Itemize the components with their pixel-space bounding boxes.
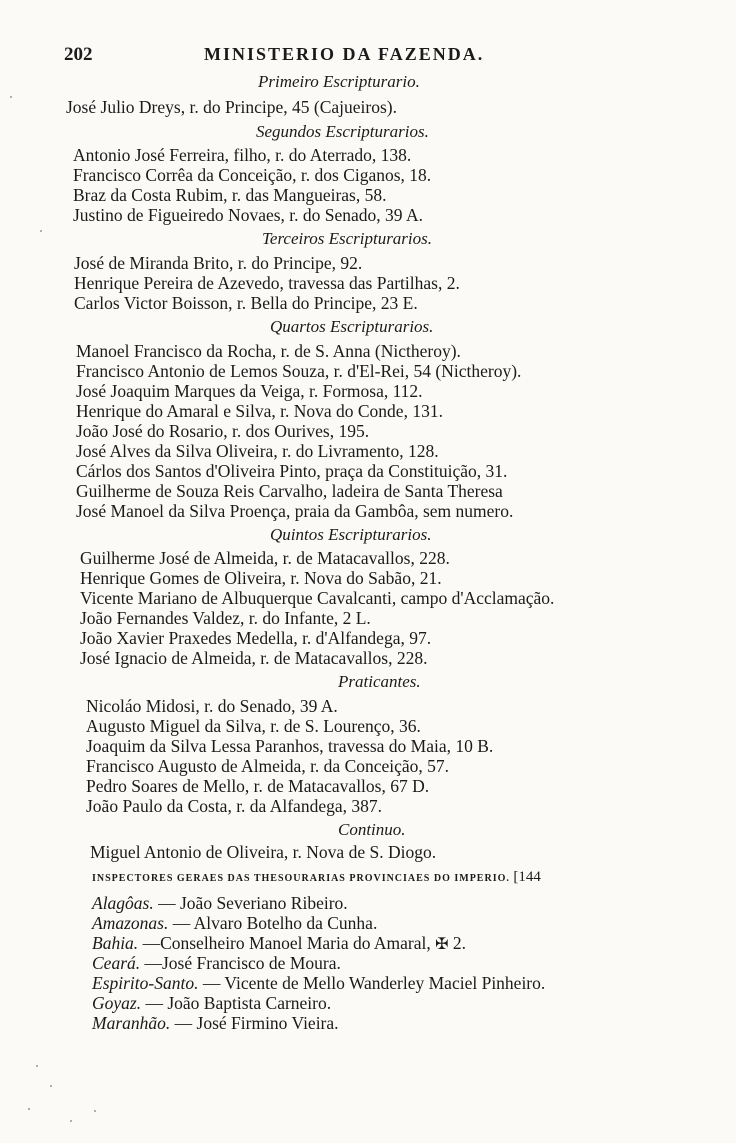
page-header bbox=[64, 44, 664, 70]
list-item bbox=[92, 993, 331, 1013]
order-cross-icon: ✠ bbox=[435, 936, 449, 953]
list-item: Francisco Corrêa da Conceição, r. dos Ciganos, 18. bbox=[73, 165, 432, 185]
inspector-name: —Conselheiro Manoel Maria do Amaral, bbox=[142, 933, 431, 953]
section-heading: Primeiro Escripturario. bbox=[258, 72, 420, 91]
list-item: Pedro Soares de Mello, r. de Matacavallos, 67 D. bbox=[86, 776, 430, 796]
section-heading: Continuo. bbox=[338, 820, 406, 839]
list-item: João Fernandes Valdez, r. do Infante, 2 L. bbox=[80, 608, 371, 628]
list-item: José Manoel da Silva Proença, praia da Gambôa, sem numero. bbox=[76, 501, 514, 521]
province-name: Maranhão. bbox=[92, 1013, 171, 1033]
province-name: Goyaz. bbox=[92, 993, 142, 1013]
section-heading: Praticantes. bbox=[338, 672, 421, 691]
list-item: Miguel Antonio de Oliveira, r. Nova de S. Diogo. bbox=[90, 842, 437, 862]
inspector-name: —José Francisco de Moura. bbox=[144, 953, 341, 973]
inspector-name: — João Baptista Carneiro. bbox=[145, 993, 332, 1013]
section-heading: Quintos Escripturarios. bbox=[270, 525, 432, 544]
list-item bbox=[92, 953, 341, 973]
scan-speck bbox=[40, 230, 42, 232]
list-item bbox=[92, 933, 466, 955]
inspectors-heading-text: INSPECTORES GERAES DAS THESOURARIAS PROVINCIAES DO IMPERIO. bbox=[92, 873, 510, 884]
inspector-suffix: 2. bbox=[448, 933, 467, 953]
scan-speck bbox=[70, 1120, 72, 1122]
province-name: Espirito-Santo. bbox=[92, 973, 199, 993]
inspector-name: — Vicente de Mello Wanderley Maciel Pinheiro. bbox=[202, 973, 546, 993]
list-item: Henrique do Amaral e Silva, r. Nova do Conde, 131. bbox=[76, 401, 443, 421]
list-item: Guilherme José de Almeida, r. de Matacavallos, 228. bbox=[80, 548, 450, 568]
inspectors-heading bbox=[92, 869, 541, 886]
list-item: João Xavier Praxedes Medella, r. d'Alfandega, 97. bbox=[80, 628, 432, 648]
list-item bbox=[92, 913, 377, 933]
scan-speck bbox=[28, 1108, 30, 1110]
section-heading: Terceiros Escripturarios. bbox=[262, 229, 433, 248]
province-name: Bahia. bbox=[92, 933, 139, 953]
list-item: Vicente Mariano de Albuquerque Cavalcanti, campo d'Acclamação. bbox=[80, 588, 555, 608]
section-heading: Quartos Escripturarios. bbox=[270, 317, 434, 336]
list-item bbox=[92, 973, 545, 993]
list-item: João Paulo da Costa, r. da Alfandega, 387. bbox=[86, 796, 382, 816]
list-item: João José do Rosario, r. dos Ourives, 195. bbox=[76, 421, 370, 441]
inspector-name: — Alvaro Botelho da Cunha. bbox=[172, 913, 378, 933]
province-name: Ceará. bbox=[92, 953, 141, 973]
list-item: Antonio José Ferreira, filho, r. do Aterrado, 138. bbox=[73, 145, 412, 165]
list-item: Justino de Figueiredo Novaes, r. do Senado, 39 A. bbox=[73, 205, 423, 225]
province-name: Amazonas. bbox=[92, 913, 169, 933]
page-number: 202 bbox=[64, 44, 93, 65]
scan-speck bbox=[36, 1065, 38, 1067]
list-item: Henrique Pereira de Azevedo, travessa das Partilhas, 2. bbox=[74, 273, 460, 293]
list-item bbox=[92, 1013, 339, 1033]
inspector-name: — João Severiano Ribeiro. bbox=[158, 893, 348, 913]
list-item: Francisco Antonio de Lemos Souza, r. d'El-Rei, 54 (Nictheroy). bbox=[76, 361, 522, 381]
list-item: Braz da Costa Rubim, r. das Mangueiras, 58. bbox=[73, 185, 387, 205]
list-item: Nicoláo Midosi, r. do Senado, 39 A. bbox=[86, 696, 338, 716]
list-item: José Alves da Silva Oliveira, r. do Livramento, 128. bbox=[76, 441, 439, 461]
list-item: José de Miranda Brito, r. do Principe, 92. bbox=[74, 253, 363, 273]
list-item: Guilherme de Souza Reis Carvalho, ladeira de Santa Theresa bbox=[76, 481, 503, 501]
inspector-name: — José Firmino Vieira. bbox=[174, 1013, 339, 1033]
scan-speck bbox=[50, 1085, 52, 1087]
list-item: Carlos Victor Boisson, r. Bella do Principe, 23 E. bbox=[74, 293, 418, 313]
list-item: Augusto Miguel da Silva, r. de S. Lourenço, 36. bbox=[86, 716, 421, 736]
list-item: José Ignacio de Almeida, r. de Matacavallos, 228. bbox=[80, 648, 428, 668]
scan-speck bbox=[10, 96, 12, 98]
province-name: Alagôas. bbox=[92, 893, 154, 913]
list-item: Manoel Francisco da Rocha, r. de S. Anna (Nictheroy). bbox=[76, 341, 461, 361]
running-title: MINISTERIO DA FAZENDA. bbox=[204, 44, 485, 64]
list-item: José Julio Dreys, r. do Principe, 45 (Cajueiros). bbox=[66, 97, 397, 117]
page-reference: [144 bbox=[513, 869, 541, 885]
list-item: José Joaquim Marques da Veiga, r. Formosa, 112. bbox=[76, 381, 423, 401]
list-item: Francisco Augusto de Almeida, r. da Conceição, 57. bbox=[86, 756, 450, 776]
section-heading: Segundos Escripturarios. bbox=[256, 122, 429, 141]
list-item: Cárlos dos Santos d'Oliveira Pinto, praça da Constituição, 31. bbox=[76, 461, 508, 481]
list-item bbox=[92, 893, 348, 913]
list-item: Joaquim da Silva Lessa Paranhos, travessa do Maia, 10 B. bbox=[86, 736, 494, 756]
scan-speck bbox=[94, 1110, 96, 1112]
list-item: Henrique Gomes de Oliveira, r. Nova do Sabão, 21. bbox=[80, 568, 442, 588]
